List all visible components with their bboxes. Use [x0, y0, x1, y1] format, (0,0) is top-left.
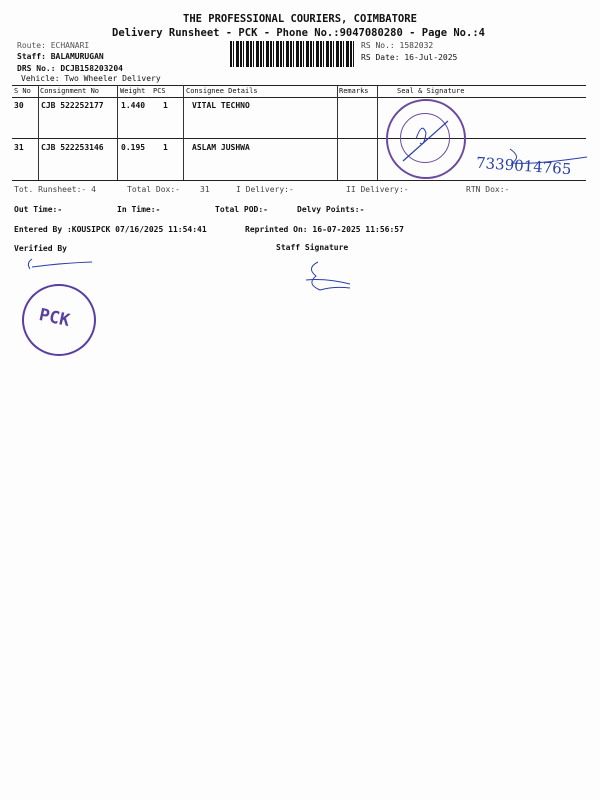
row-sno: 30 [14, 101, 24, 110]
rs-number: RS No.: 1582032 [361, 41, 434, 50]
company-title: THE PROFESSIONAL COURIERS, COIMBATORE [183, 13, 417, 25]
row-consignee: ASLAM JUSHWA [192, 143, 250, 152]
handwritten-phone: 7339014765 [475, 153, 572, 179]
total-pod: Total POD:- [215, 205, 268, 214]
staff-signature [298, 258, 358, 298]
header-pcs: PCS [153, 87, 166, 95]
rtn-dox: RTN Dox:- [466, 185, 510, 194]
out-time: Out Time:- [14, 205, 63, 214]
header-consignment: Consignment No [40, 87, 100, 95]
row-consignment: CJB 522253146 [41, 143, 104, 152]
staff-signature-label: Staff Signature [276, 243, 349, 252]
pck-stamp [22, 284, 96, 356]
reprinted-on: Reprinted On: 16-07-2025 11:56:57 [245, 225, 404, 234]
delvy-points: Delvy Points:- [297, 205, 365, 214]
rs-date: RS Date: 16-Jul-2025 [361, 53, 458, 62]
pck-stamp-text: PCK [37, 305, 72, 331]
total-dox: Total Dox:- [127, 185, 180, 194]
route: Route: ECHANARI [17, 41, 90, 50]
header-sno: S No [14, 87, 31, 95]
header-remarks: Remarks [339, 87, 369, 95]
row-pcs: 1 [163, 143, 168, 152]
drs-number: DRS No.: DCJB158203204 [17, 64, 123, 73]
handwritten-signature [500, 146, 590, 166]
entered-by: Entered By :KOUSIPCK 07/16/2025 11:54:41 [14, 225, 207, 234]
row-weight: 1.440 [121, 101, 146, 110]
row-consignee: VITAL TECHNO [192, 101, 250, 110]
total-dox-value: 31 [200, 185, 210, 194]
row-weight: 0.195 [121, 143, 146, 152]
barcode [230, 41, 355, 67]
verified-by-label: Verified By [14, 244, 67, 253]
header-weight: Weight [120, 87, 146, 95]
header-consignee: Consignee Details [186, 87, 258, 95]
header-seal: Seal & Signature [397, 87, 465, 95]
company-seal-stamp [386, 99, 466, 179]
row-pcs: 1 [163, 101, 168, 110]
ii-delivery: II Delivery:- [346, 185, 409, 194]
total-runsheet: Tot. Runsheet:- 4 [14, 185, 96, 194]
row-consignment: CJB 522252177 [41, 101, 104, 110]
runsheet-subtitle: Delivery Runsheet - PCK - Phone No.:9047080280 - Page No.:4 [112, 27, 485, 39]
vehicle: Vehicle: Two Wheeler Delivery [21, 74, 161, 83]
row-sno: 31 [14, 143, 24, 152]
staff: Staff: BALAMURUGAN [17, 52, 104, 61]
verifier-signature [20, 255, 100, 275]
i-delivery: I Delivery:- [236, 185, 294, 194]
in-time: In Time:- [117, 205, 161, 214]
